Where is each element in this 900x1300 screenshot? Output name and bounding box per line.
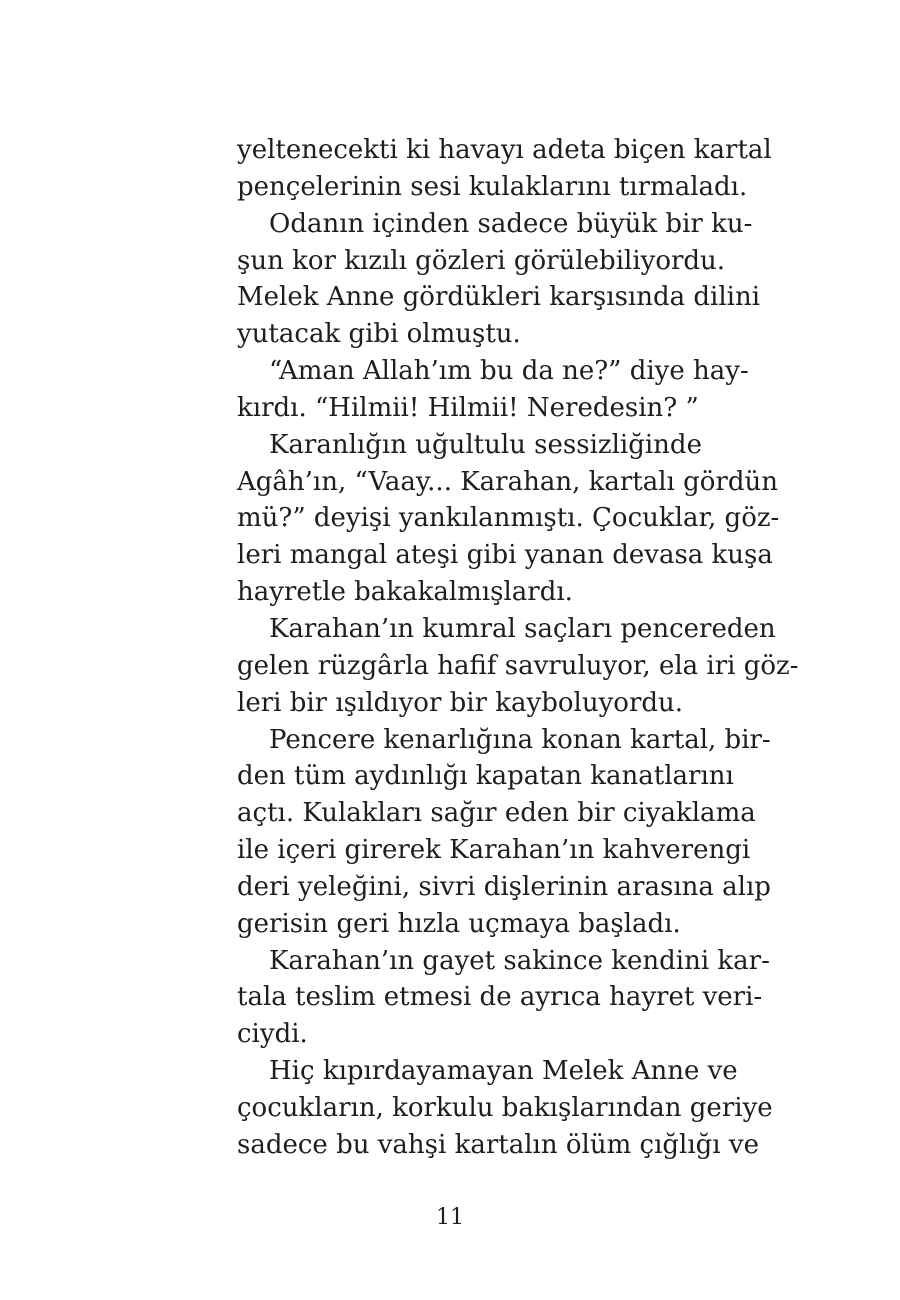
text-line: Karanlığın uğultulu sessizliğinde bbox=[269, 429, 702, 460]
text-line: Odanın içinden sadece büyük bir ku- bbox=[269, 208, 753, 239]
text-line: leri mangal ateşi gibi yanan devasa kuşa bbox=[237, 540, 773, 571]
text-line: “Aman Allah’ım bu da ne?” diye hay- bbox=[269, 356, 749, 387]
text-line: deri yeleğini, sivri dişlerinin arasına alıp bbox=[237, 871, 771, 902]
text-line: açtı. Kulakları sağır eden bir ciyaklama bbox=[237, 798, 756, 829]
text-line: çocukların, korkulu bakışlarından geriye bbox=[237, 1092, 773, 1123]
text-line: Karahan’ın kumral saçları pencereden bbox=[269, 613, 776, 644]
text-line: Karahan’ın gayet sakince kendini kar- bbox=[269, 945, 770, 976]
page-number: 11 bbox=[436, 1205, 464, 1230]
text-line: leri bir ışıldıyor bir kayboluyordu. bbox=[237, 687, 684, 718]
text-line: Agâh’ın, “Vaay... Karahan, kartalı gördün bbox=[237, 466, 778, 497]
text-line: Hiç kıpırdayamayan Melek Anne ve bbox=[269, 1056, 738, 1087]
text-line: şun kor kızılı gözleri görülebiliyordu. bbox=[237, 245, 726, 276]
body-text bbox=[237, 132, 799, 1164]
text-line: ciydi. bbox=[237, 1019, 308, 1050]
text-line: ile içeri girerek Karahan’ın kahverengi bbox=[237, 835, 751, 866]
text-line: Pencere kenarlığına konan kartal, bir- bbox=[269, 724, 771, 755]
text-line: sadece bu vahşi kartalın ölüm çığlığı ve bbox=[237, 1129, 759, 1160]
text-line: yutacak gibi olmuştu. bbox=[237, 319, 521, 350]
text-line: tala teslim etmesi de ayrıca hayret veri- bbox=[237, 982, 763, 1013]
text-line: gerisin geri hızla uçmaya başladı. bbox=[237, 908, 681, 939]
text-line: Melek Anne gördükleri karşısında dilini bbox=[237, 282, 761, 313]
text-line: pençelerinin sesi kulaklarını tırmaladı. bbox=[237, 171, 748, 202]
text-line: gelen rüzgârla hafif savruluyor, ela iri göz- bbox=[237, 650, 799, 681]
text-line: hayretle bakakalmışlardı. bbox=[237, 577, 573, 608]
text-line: den tüm aydınlığı kapatan kanatlarını bbox=[237, 761, 734, 792]
text-line: mü?” deyişi yankılanmıştı. Çocuklar, göz- bbox=[237, 503, 780, 534]
text-line: kırdı. “Hilmii! Hilmii! Neredesin? ” bbox=[237, 392, 699, 423]
text-line: yeltenecekti ki havayı adeta biçen kartal bbox=[237, 135, 772, 165]
